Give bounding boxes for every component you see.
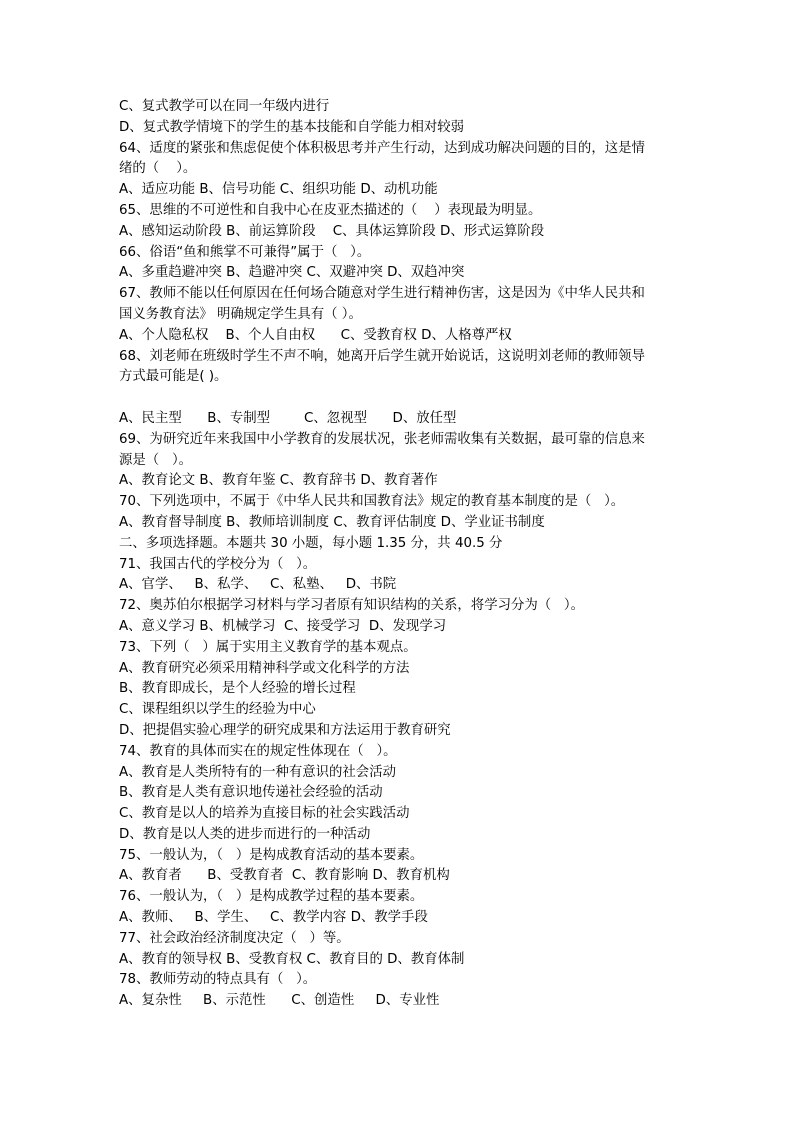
text-line: 69、为研究近年来我国中小学教育的发展状况，张老师需收集有关数据，最可靠的信息来: [119, 431, 645, 447]
text-line: A、教育研究必须采用精神科学或文化科学的方法: [119, 660, 410, 676]
text-line: A、教育的领导权 B、受教育权 C、教育目的 D、教育体制: [119, 951, 465, 967]
text-line: A、教育者 B、受教育者 C、教育影响 D、教育机构: [119, 868, 450, 884]
text-line: 78、教师劳动的特点具有（ ）。: [119, 972, 317, 988]
text-line: 绪的（ ）。: [119, 161, 197, 177]
text-line: A、意义学习 B、机械学习 C、接受学习 D、发现学习: [119, 618, 447, 634]
text-line: D、教育是以人类的进步而进行的一种活动: [119, 826, 371, 842]
text-line: 国义务教育法》 明确规定学生具有（ ）。: [119, 306, 362, 322]
text-line: D、把提倡实验心理学的研究成果和方法运用于教育研究: [119, 722, 451, 738]
text-line: 71、我国古代的学校分为（ ）。: [119, 556, 317, 572]
text-line: 方式最可能是( )。: [119, 369, 228, 385]
text-line: B、教育是人类有意识地传递社会经验的活动: [119, 785, 383, 801]
text-line: 76、一般认为，（ ）是构成教学过程的基本要素。: [119, 889, 424, 905]
text-line: 77、社会政治经济制度决定（ ）等。: [119, 930, 350, 946]
text-line: 73、下列（ ）属于实用主义教育学的基本观点。: [119, 639, 417, 655]
text-line: A、教育论文 B、教育年鉴 C、教育辞书 D、教育著作: [119, 473, 438, 489]
text-line: B、教育即成长，是个人经验的增长过程: [119, 681, 356, 697]
text-line: A、多重趋避冲突 B、趋避冲突 C、双避冲突 D、双趋冲突: [119, 265, 465, 281]
text-line: 源是（ ）。: [119, 452, 193, 468]
text-line: A、官学、 B、私学、 C、私塾、 D、书院: [119, 577, 397, 593]
text-line: C、教育是以人的培养为直接目标的社会实践活动: [119, 806, 410, 822]
text-line: 68、刘老师在班级时学生不声不响，她离开后学生就开始说话，这说明刘老师的教师领导: [119, 348, 645, 364]
text-line: 66、俗语“鱼和熊掌不可兼得”属于（ ）。: [119, 244, 371, 260]
text-line: A、民主型 B、专制型 C、忽视型 D、放任型: [119, 410, 457, 426]
text-line: 70、下列选项中，不属于《中华人民共和国教育法》规定的教育基本制度的是（ ）。: [119, 494, 625, 510]
text-line: 65、思维的不可逆性和自我中心在皮亚杰描述的（ ）表现最为明显。: [119, 202, 542, 218]
text-line: A、教师、 B、学生、 C、教学内容 D、教学手段: [119, 910, 428, 926]
text-line: A、适应功能 B、信号功能 C、组织功能 D、动机功能: [119, 182, 438, 198]
text-line: C、复式教学可以在同一年级内进行: [119, 99, 330, 114]
question-text-block: [119, 97, 679, 1012]
text-line: D、复式教学情境下的学生的基本技能和自学能力相对较弱: [119, 119, 465, 135]
text-line: 64、适度的紧张和焦虑促使个体积极思考并产生行动，达到成功解决问题的目的，这是情: [119, 140, 645, 156]
text-line: A、个人隐私权 B、个人自由权 C、受教育权 D、人格尊严权: [119, 327, 512, 343]
text-line: C、课程组织以学生的经验为中心: [119, 702, 316, 718]
text-line: [119, 388, 679, 409]
text-line: A、教育是人类所特有的一种有意识的社会活动: [119, 764, 396, 780]
text-line: A、教育督导制度 B、教师培训制度 C、教育评估制度 D、学业证书制度: [119, 514, 545, 530]
text-line: 67、教师不能以任何原因在任何场合随意对学生进行精神伤害，这是因为《中华人民共和: [119, 286, 645, 302]
text-line: A、感知运动阶段 B、前运算阶段 C、具体运算阶段 D、形式运算阶段: [119, 223, 545, 239]
text-line: 75、一般认为，（ ）是构成教育活动的基本要素。: [119, 847, 424, 863]
text-line: 二、多项选择题。本题共 30 小题，每小题 1.35 分，共 40.5 分: [119, 535, 503, 551]
text-line: 74、教育的具体而实在的规定性体现在（ ）。: [119, 743, 397, 759]
text-line: 72、奥苏伯尔根据学习材料与学习者原有知识结构的关系，将学习分为（ ）。: [119, 598, 584, 614]
text-line: A、复杂性 B、示范性 C、创造性 D、专业性: [119, 993, 440, 1009]
